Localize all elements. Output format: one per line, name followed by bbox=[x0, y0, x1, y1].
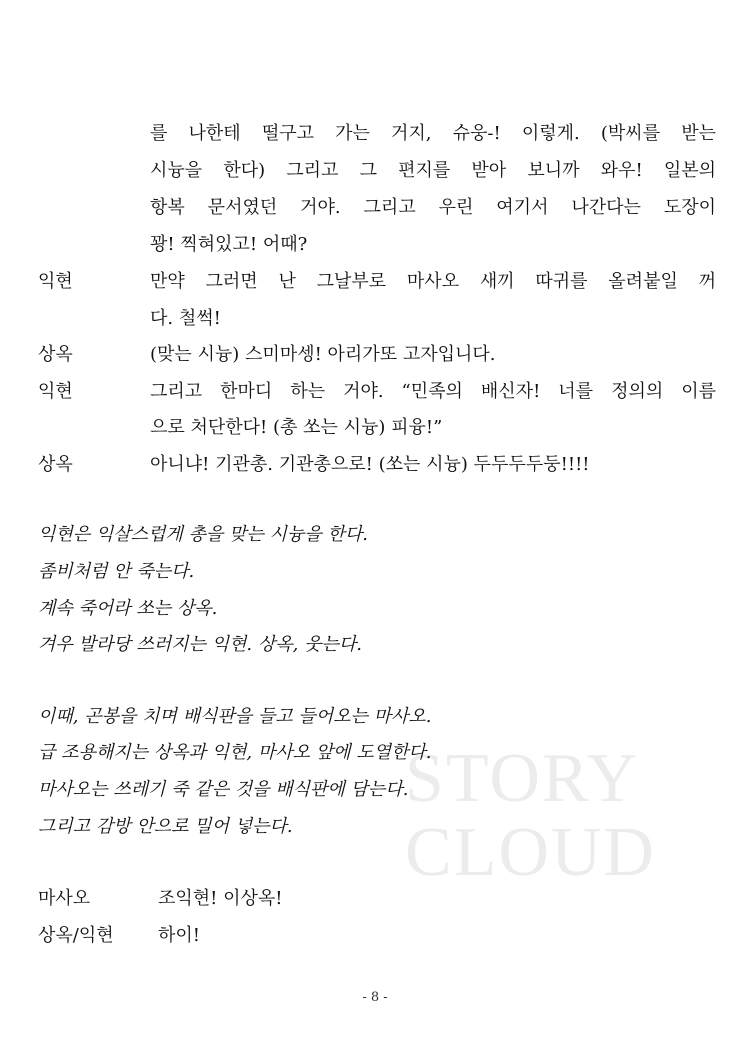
dialogue-line: 조익현! 이상옥! bbox=[158, 888, 283, 909]
stage-direction: 익현은 익살스럽게 총을 맞는 시늉을 한다. bbox=[38, 524, 368, 545]
stage-direction: 그리고 감방 안으로 밀어 넣는다. bbox=[38, 816, 293, 837]
stage-direction: 급 조용해지는 상옥과 익현, 마사오 앞에 도열한다. bbox=[38, 742, 432, 763]
speaker-name: 익현 bbox=[38, 381, 73, 402]
continuation-line: 항복 문서였던 거야. 그리고 우린 여기서 나간다는 도장이 bbox=[150, 197, 716, 218]
watermark-line-2: CLOUD bbox=[405, 814, 657, 891]
stage-direction: 이때, 곤봉을 치며 배식판을 들고 들어오는 마사오. bbox=[38, 706, 432, 727]
speaker-name: 상옥 bbox=[38, 344, 73, 365]
watermark-line-1: STORY bbox=[405, 740, 640, 817]
continuation-line: 시늉을 한다) 그리고 그 편지를 받아 보니까 와우! 일본의 bbox=[150, 160, 716, 181]
dialogue-line: (맞는 시늉) 스미마셍! 아리가또 고자입니다. bbox=[150, 344, 496, 365]
continuation-line: 를 나한테 떨구고 가는 거지, 슈웅-! 이렇게. (박씨를 받는 bbox=[150, 123, 716, 144]
dialogue-line: 으로 처단한다! (총 쏘는 시늉) 피융!” bbox=[150, 417, 443, 438]
story-cloud-watermark bbox=[405, 742, 705, 890]
dialogue-line: 다. 철썩! bbox=[150, 308, 221, 329]
speaker-name: 상옥/익현 bbox=[38, 925, 114, 946]
stage-direction: 좀비처럼 안 죽는다. bbox=[38, 561, 195, 582]
stage-direction: 마사오는 쓰레기 죽 같은 것을 배식판에 담는다. bbox=[38, 779, 409, 800]
speaker-name: 상옥 bbox=[38, 454, 73, 475]
speaker-name: 마사오 bbox=[38, 888, 91, 909]
continuation-line: 꽝! 찍혀있고! 어때? bbox=[150, 234, 308, 255]
dialogue-line: 아니냐! 기관총. 기관총으로! (쏘는 시늉) 두두두두둥!!!! bbox=[150, 454, 590, 475]
page-number: - 8 - bbox=[362, 990, 388, 1005]
stage-direction: 계속 죽어라 쏘는 상옥. bbox=[38, 598, 218, 619]
speaker-name: 익현 bbox=[38, 271, 73, 292]
dialogue-line: 그리고 한마디 하는 거야. “민족의 배신자! 너를 정의의 이름 bbox=[150, 381, 716, 402]
stage-direction: 겨우 발라당 쓰러지는 익현. 상옥, 웃는다. bbox=[38, 634, 362, 655]
dialogue-line: 만약 그러면 난 그날부로 마사오 새끼 따귀를 올려붙일 꺼 bbox=[150, 271, 716, 292]
dialogue-line: 하이! bbox=[158, 925, 201, 946]
